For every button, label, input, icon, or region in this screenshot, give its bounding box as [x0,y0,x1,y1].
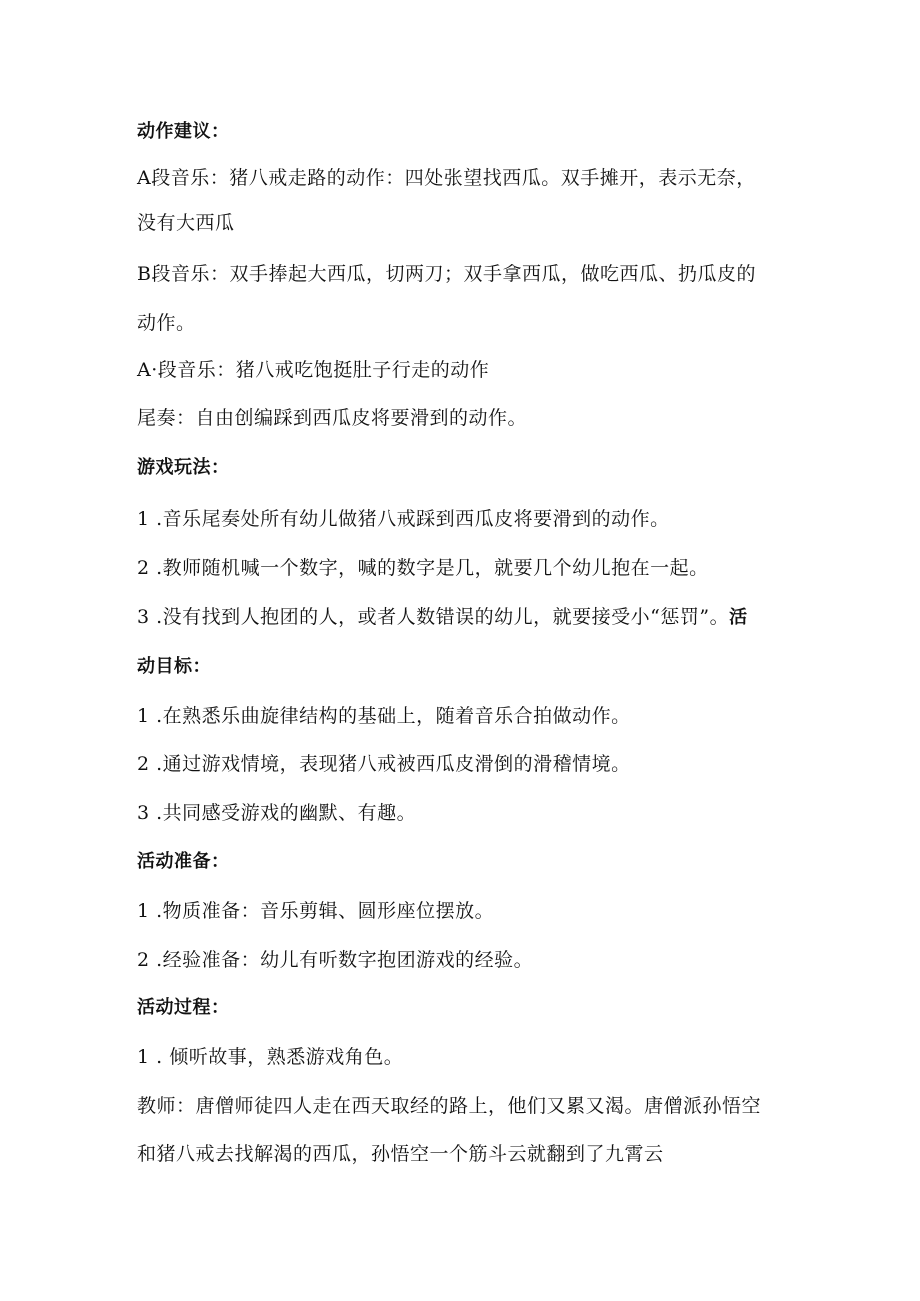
heading-prep: 活动准备： [137,851,230,872]
a2-section-line: A·段音乐：猪八戒吃饱挺肚子行走的动作 [137,359,490,381]
gameplay-item-1: 1 .音乐尾奏处所有幼儿做猪八戒踩到西瓜皮将要滑到的动作。 [137,508,670,530]
b-section-line-1: B段音乐：双手捧起大西瓜，切两刀；双手拿西瓜，做吃西瓜、扔瓜皮的 [137,263,756,285]
heading-gameplay: 游戏玩法： [137,457,230,478]
heading-process: 活动过程： [137,997,230,1018]
b-section-line-2: 动作。 [137,312,196,334]
heading-goals: 动目标： [137,656,211,677]
teacher-line-2: 和猪八戒去找解渴的西瓜，孙悟空一个筋斗云就翻到了九霄云 [137,1143,664,1165]
a-section-line-1: A段音乐：猪八戒走路的动作：四处张望找西瓜。双手摊开，表示无奈， [137,167,756,189]
goal-item-2: 2 .通过游戏情境，表现猪八戒被西瓜皮滑倒的滑稽情境。 [137,753,631,775]
a-section-line-2: 没有大西瓜 [137,212,235,234]
gameplay-item-2: 2 .教师随机喊一个数字，喊的数字是几，就要几个幼儿抱在一起。 [137,557,709,579]
coda-line: 尾奏：自由创编踩到西瓜皮将要滑到的动作。 [137,407,528,429]
process-item-1: 1 . 倾听故事，熟悉游戏角色。 [137,1046,404,1068]
gameplay-item-3 [137,605,748,630]
teacher-line-1: 教师：唐僧师徒四人走在西天取经的路上，他们又累又渴。唐僧派孙悟空 [137,1095,762,1117]
gameplay-item-3-text: 3 .没有找到人抱团的人，或者人数错误的幼儿，就要接受小“惩罚”。 [137,606,730,628]
heading-goals-start: 活 [729,607,748,628]
prep-item-2: 2 .经验准备：幼儿有听数字抱团游戏的经验。 [137,949,534,971]
goal-item-1: 1 .在熟悉乐曲旋律结构的基础上，随着音乐合拍做动作。 [137,705,631,727]
heading-actions: 动作建议： [137,121,230,142]
goal-item-3: 3 .共同感受游戏的幽默、有趣。 [137,802,417,824]
prep-item-1: 1 .物质准备：音乐剪辑、圆形座位摆放。 [137,900,495,922]
